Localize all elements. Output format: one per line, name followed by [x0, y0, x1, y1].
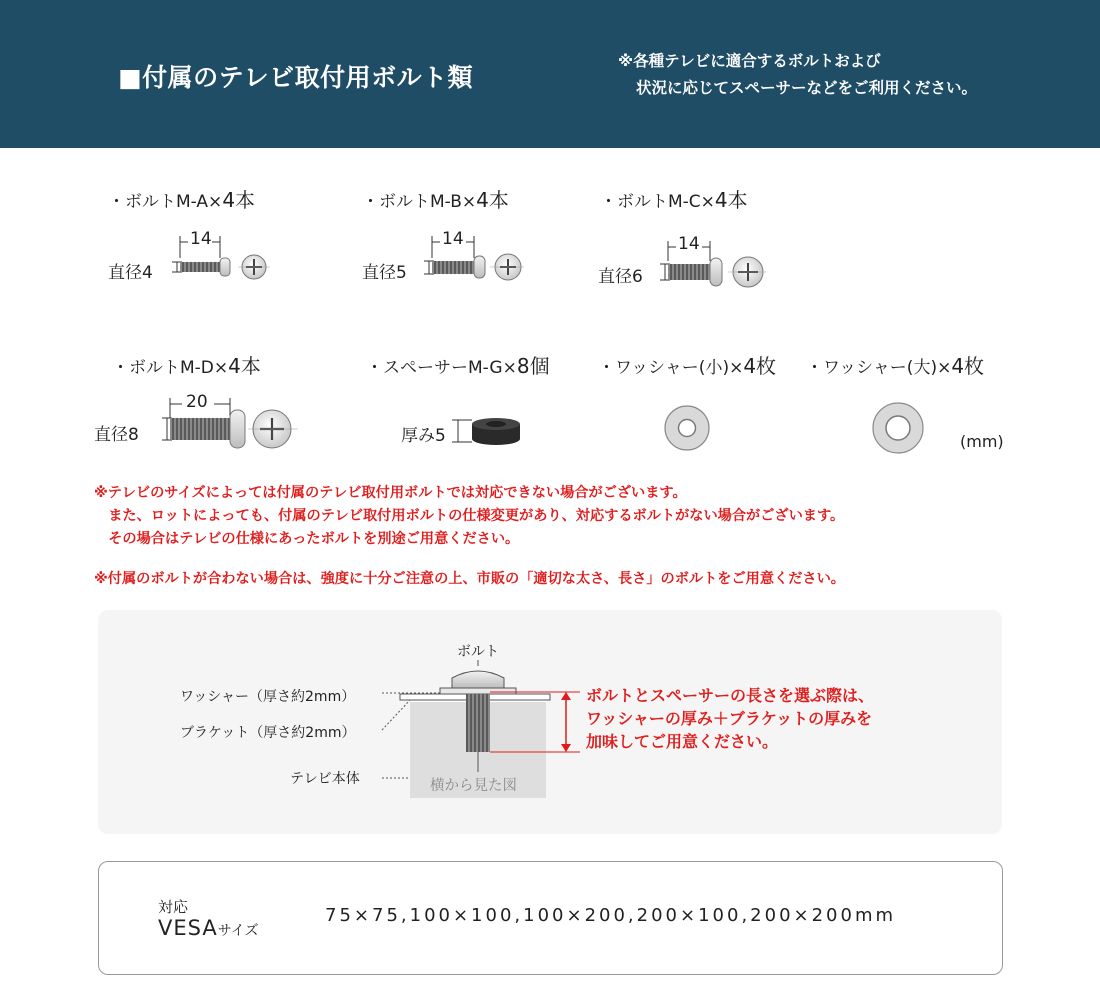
diameter-label-m-d: 直径8 [94, 425, 139, 445]
washer-large-diagram [870, 400, 926, 456]
bolt-m-b-diagram [402, 232, 532, 292]
page-title: ■付属のテレビ取付用ボルト類 [118, 63, 474, 92]
part-label-washer-small: ・ワッシャー(小)×4枚 [598, 354, 777, 378]
part-label-m-c: ・ボルトM-C×4本 [600, 188, 748, 212]
length-label-m-d: 20 [186, 392, 208, 412]
bolt-m-c-diagram [638, 237, 778, 297]
diagram-label-bolt: ボルト [457, 644, 499, 660]
diameter-label-m-a: 直径4 [108, 263, 153, 283]
warning-line-1: ※テレビのサイズによっては付属のテレビ取付用ボルトでは対応できない場合がございます。 [94, 485, 687, 501]
bolt-m-d-diagram [140, 394, 310, 464]
thickness-label-spacer: 厚み5 [401, 426, 446, 446]
header-note-line2: 状況に応じてスペーサーなどをご利用ください。 [636, 79, 978, 97]
length-label-m-c: 14 [678, 234, 700, 254]
part-label-m-b: ・ボルトM-B×4本 [362, 188, 509, 212]
diameter-label-m-b: 直径5 [362, 263, 407, 283]
side-view-caption: 横から見た図 [430, 778, 517, 794]
vesa-sizes: 75×75,100×100,100×200,200×100,200×200mm [325, 905, 897, 926]
length-note-line-2: ワッシャーの厚み＋ブラケットの厚みを [586, 709, 873, 728]
vesa-small-label: 対応 [158, 898, 189, 916]
part-label-m-d: ・ボルトM-D×4本 [112, 354, 261, 378]
header-note [618, 48, 977, 102]
length-label-m-a: 14 [190, 229, 212, 249]
part-label-spacer-m-g: ・スペーサーM-G×8個 [366, 354, 550, 378]
part-label-washer-large: ・ワッシャー(大)×4枚 [806, 354, 985, 378]
length-note-line-3: 加味してご用意ください。 [586, 732, 779, 751]
diagram-label-bracket: ブラケット（厚さ約2mm） [180, 725, 356, 741]
header-banner [0, 0, 1100, 148]
warning-line-2: また、ロットによっても、付属のテレビ取付用ボルトの仕様変更があり、対応するボルトがない場合がございます。 [94, 508, 845, 524]
length-label-m-b: 14 [442, 229, 464, 249]
diagram-label-tv-body: テレビ本体 [290, 771, 360, 787]
warning-line-4: ※付属のボルトが合わない場合は、強度に十分ご注意の上、市販の「適切な太さ、長さ」のボルトをご用意ください。 [94, 571, 845, 587]
diagram-label-washer: ワッシャー（厚さ約2mm） [180, 689, 356, 705]
part-label-m-a: ・ボルトM-A×4本 [108, 188, 256, 212]
spacer-diagram [448, 412, 528, 452]
length-selection-note [586, 684, 874, 753]
vesa-label: VESAサイズ [158, 916, 259, 940]
bolt-m-a-diagram [150, 232, 280, 292]
unit-label: (mm) [960, 432, 1004, 451]
header-note-line1: ※各種テレビに適合するボルトおよび [618, 52, 881, 70]
warning-line-3: その場合はテレビの仕様にあったボルトを別途ご用意ください。 [94, 531, 520, 547]
diameter-label-m-c: 直径6 [598, 267, 643, 287]
length-note-line-1: ボルトとスペーサーの長さを選ぶ際は、 [586, 686, 875, 705]
washer-small-diagram [662, 403, 712, 453]
